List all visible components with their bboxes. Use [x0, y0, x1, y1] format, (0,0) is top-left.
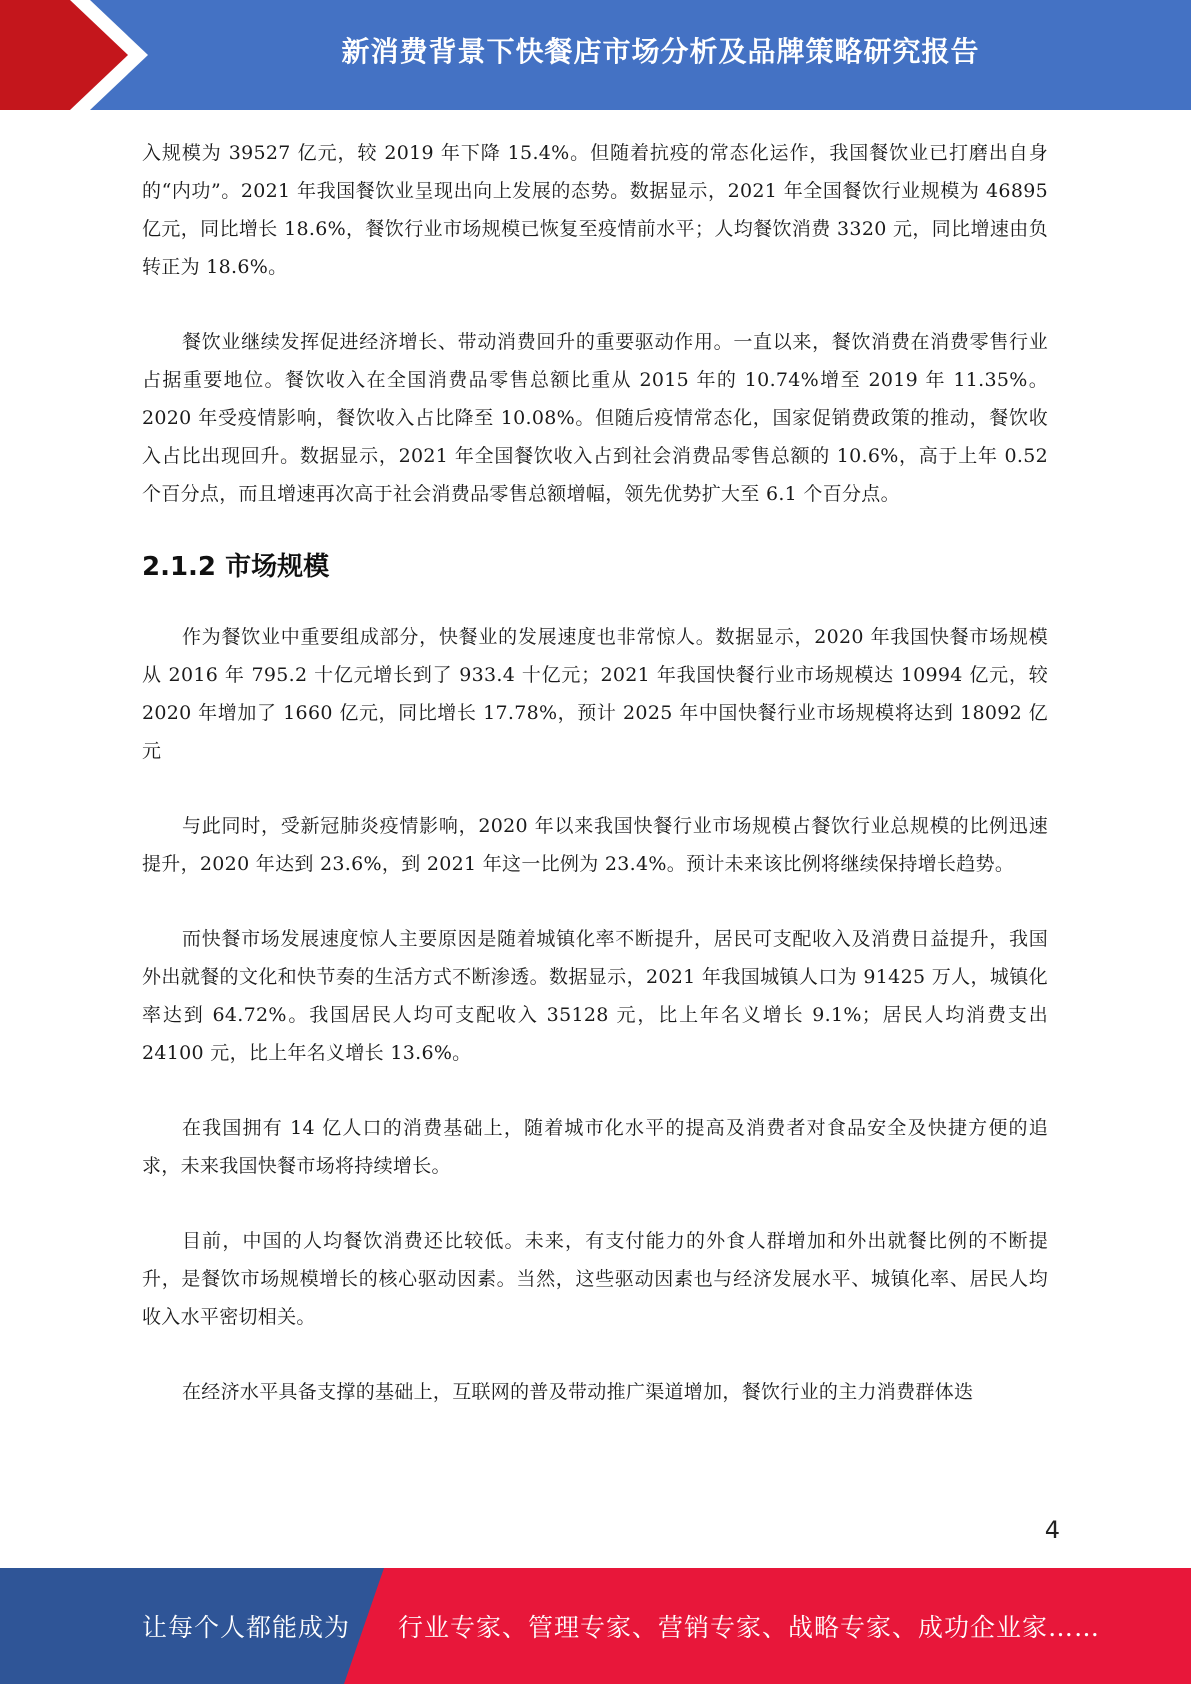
footer-slogan-right: 行业专家、管理专家、营销专家、战略专家、成功企业家……: [398, 1613, 1101, 1642]
section-heading: 2.1.2 市场规模: [142, 552, 330, 582]
footer-slogan-left: 让每个人都能成为: [142, 1613, 351, 1642]
page-number: 4: [1044, 1516, 1060, 1544]
main-content: [142, 134, 1048, 1448]
paragraph-4: 与此同时，受新冠肺炎疫情影响，2020 年以来我国快餐行业市场规模占餐饮行业总规模的比例迅速提升，2020 年达到 23.6%，到 2021 年这一比例为 23.4%。预计未来该比例将继续保持增长趋势。: [142, 815, 1048, 875]
paragraph-5: 而快餐市场发展速度惊人主要原因是随着城镇化率不断提升，居民可支配收入及消费日益提升，我国外出就餐的文化和快节奏的生活方式不断渗透。数据显示，2021 年我国城镇人口为 91425 万人，城镇化率达到 64.72%。我国居民人均可支配收入 35128 元，比上年名义增长 9.1%；居民人均消费支出 24100 元，比上年名义增长 13.6%。: [142, 928, 1048, 1064]
paragraph-8: 在经济水平具备支撑的基础上，互联网的普及带动推广渠道增加，餐饮行业的主力消费群体迭: [182, 1381, 974, 1403]
page-header: [0, 0, 1191, 110]
paragraph-7: 目前，中国的人均餐饮消费还比较低。未来，有支付能力的外食人群增加和外出就餐比例的不断提升，是餐饮市场规模增长的核心驱动因素。当然，这些驱动因素也与经济发展水平、城镇化率、居民人均收入水平密切相关。: [142, 1230, 1048, 1328]
paragraph-3: 作为餐饮业中重要组成部分，快餐业的发展速度也非常惊人。数据显示，2020 年我国快餐市场规模从 2016 年 795.2 十亿元增长到了 933.4 十亿元；2021 年我国快餐行业市场规模达 10994 亿元，较 2020 年增加了 1660 亿元，同比增长 17.78%，预计 2025 年中国快餐行业市场规模将达到 18092 亿元: [142, 626, 1048, 762]
paragraph-2: 餐饮业继续发挥促进经济增长、带动消费回升的重要驱动作用。一直以来，餐饮消费在消费零售行业占据重要地位。餐饮收入在全国消费品零售总额比重从 2015 年的 10.74%增至 2019 年 11.35%。2020 年受疫情影响，餐饮收入占比降至 10.08%。但随后疫情常态化，国家促销费政策的推动，餐饮收入占比出现回升。数据显示，2021 年全国餐饮收入占到社会消费品零售总额的 10.6%，高于上年 0.52 个百分点，而且增速再次高于社会消费品零售总额增幅，领先优势扩大至 6.1 个百分点。: [142, 331, 1048, 505]
header-chevron-icon: [0, 0, 160, 110]
report-title: 新消费背景下快餐店市场分析及品牌策略研究报告: [341, 35, 980, 68]
paragraph-1: 入规模为 39527 亿元，较 2019 年下降 15.4%。但随着抗疫的常态化运作，我国餐饮业已打磨出自身的“内功”。2021 年我国餐饮业呈现出向上发展的态势。数据显示，2021 年全国餐饮行业规模为 46895 亿元，同比增长 18.6%，餐饮行业市场规模已恢复至疫情前水平；人均餐饮消费 3320 元，同比增速由负转正为 18.6%。: [142, 142, 1048, 278]
page-footer: [0, 1568, 1191, 1684]
paragraph-6: 在我国拥有 14 亿人口的消费基础上，随着城市化水平的提高及消费者对食品安全及快捷方便的追求，未来我国快餐市场将持续增长。: [142, 1117, 1048, 1177]
